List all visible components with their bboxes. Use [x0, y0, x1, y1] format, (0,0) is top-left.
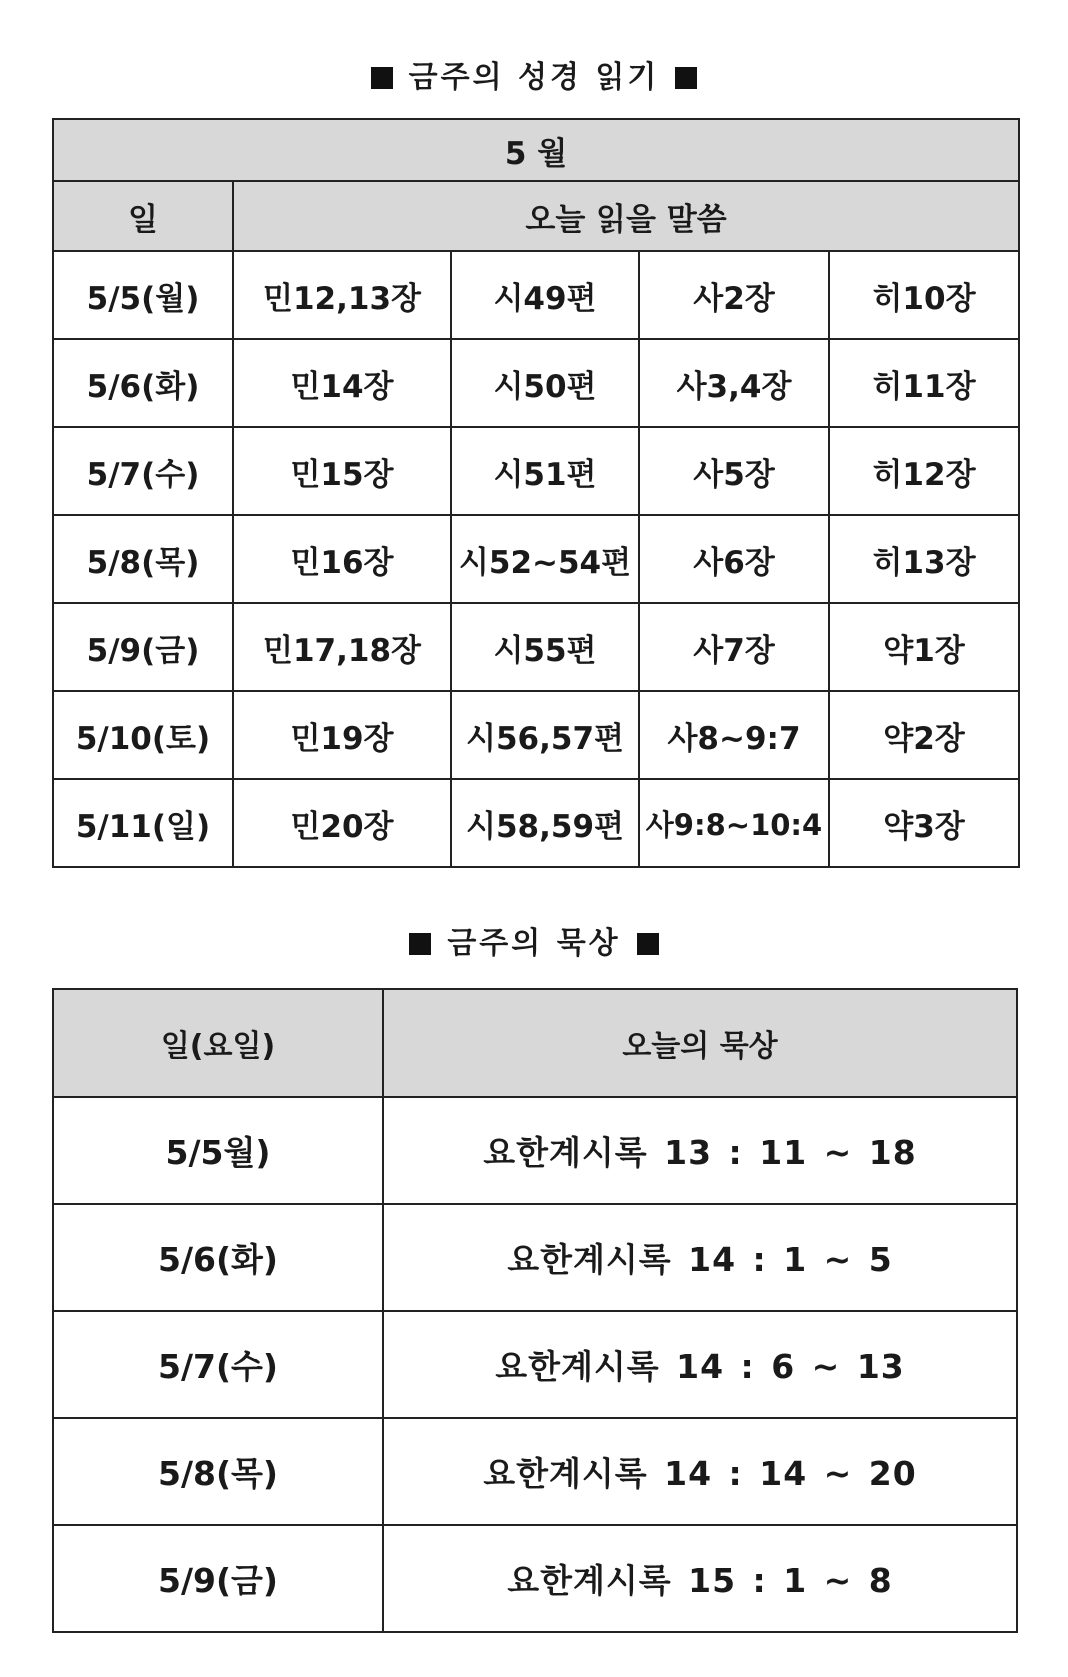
reading-cell: 히11장	[829, 339, 1019, 427]
reading-cell: 시55편	[451, 603, 639, 691]
scripture-reference: 요한계시록 13 : 11 ~ 18	[383, 1097, 1017, 1204]
day-cell: 5/11(일)	[53, 779, 233, 867]
month-header-row	[53, 119, 1019, 181]
meditation-title-text: 금주의 묵상	[447, 926, 621, 961]
words-column-header: 오늘 읽을 말씀	[233, 181, 1019, 251]
table-row	[53, 515, 1019, 603]
reading-cell: 사7장	[639, 603, 829, 691]
reading-cell: 민20장	[233, 779, 451, 867]
day-cell: 5/8(목)	[53, 1418, 383, 1525]
black-square-icon	[409, 933, 431, 955]
reading-title-text: 금주의 성경 읽기	[408, 60, 660, 95]
table-row	[53, 779, 1019, 867]
black-square-icon	[675, 67, 697, 89]
scripture-reference: 요한계시록 14 : 1 ~ 5	[383, 1204, 1017, 1311]
table-row	[53, 427, 1019, 515]
reading-cell: 민12,13장	[233, 251, 451, 339]
black-square-icon	[637, 933, 659, 955]
reading-cell: 민14장	[233, 339, 451, 427]
column-header-row	[53, 181, 1019, 251]
reading-cell: 민17,18장	[233, 603, 451, 691]
day-cell: 5/10(토)	[53, 691, 233, 779]
day-cell: 5/9(금)	[53, 1525, 383, 1632]
day-column-header: 일(요일)	[53, 989, 383, 1097]
table-row	[53, 1525, 1017, 1632]
reading-cell: 시49편	[451, 251, 639, 339]
meditation-column-header: 오늘의 묵상	[383, 989, 1017, 1097]
table-row	[53, 1204, 1017, 1311]
reading-table	[52, 118, 1020, 868]
reading-cell: 민15장	[233, 427, 451, 515]
table-row	[53, 1418, 1017, 1525]
day-cell: 5/8(목)	[53, 515, 233, 603]
reading-cell: 시51편	[451, 427, 639, 515]
reading-section-title	[0, 52, 1068, 96]
reading-cell: 사8~9:7	[639, 691, 829, 779]
table-row	[53, 691, 1019, 779]
table-row	[53, 603, 1019, 691]
day-cell: 5/5월)	[53, 1097, 383, 1204]
reading-cell: 사2장	[639, 251, 829, 339]
reading-cell: 약2장	[829, 691, 1019, 779]
reading-cell: 히12장	[829, 427, 1019, 515]
reading-cell: 민16장	[233, 515, 451, 603]
reading-cell: 약3장	[829, 779, 1019, 867]
table-row	[53, 1097, 1017, 1204]
month-label: 5 월	[53, 119, 1019, 181]
black-square-icon	[371, 67, 393, 89]
reading-cell: 히13장	[829, 515, 1019, 603]
day-cell: 5/7(수)	[53, 427, 233, 515]
reading-cell: 약1장	[829, 603, 1019, 691]
reading-cell: 시50편	[451, 339, 639, 427]
day-cell: 5/9(금)	[53, 603, 233, 691]
reading-cell: 히10장	[829, 251, 1019, 339]
day-cell: 5/6(화)	[53, 339, 233, 427]
table-row	[53, 1311, 1017, 1418]
meditation-header-row	[53, 989, 1017, 1097]
meditation-section-title	[0, 918, 1068, 962]
reading-cell: 시56,57편	[451, 691, 639, 779]
reading-cell: 사3,4장	[639, 339, 829, 427]
table-row	[53, 339, 1019, 427]
reading-cell: 민19장	[233, 691, 451, 779]
scripture-reference: 요한계시록 14 : 14 ~ 20	[383, 1418, 1017, 1525]
reading-cell: 시58,59편	[451, 779, 639, 867]
table-row	[53, 251, 1019, 339]
reading-cell: 사6장	[639, 515, 829, 603]
day-cell: 5/6(화)	[53, 1204, 383, 1311]
meditation-table	[52, 988, 1018, 1633]
scripture-reference: 요한계시록 14 : 6 ~ 13	[383, 1311, 1017, 1418]
reading-cell: 사9:8~10:4	[639, 779, 829, 867]
day-cell: 5/7(수)	[53, 1311, 383, 1418]
reading-cell: 사5장	[639, 427, 829, 515]
scripture-reference: 요한계시록 15 : 1 ~ 8	[383, 1525, 1017, 1632]
day-cell: 5/5(월)	[53, 251, 233, 339]
reading-cell: 시52~54편	[451, 515, 639, 603]
day-column-header: 일	[53, 181, 233, 251]
